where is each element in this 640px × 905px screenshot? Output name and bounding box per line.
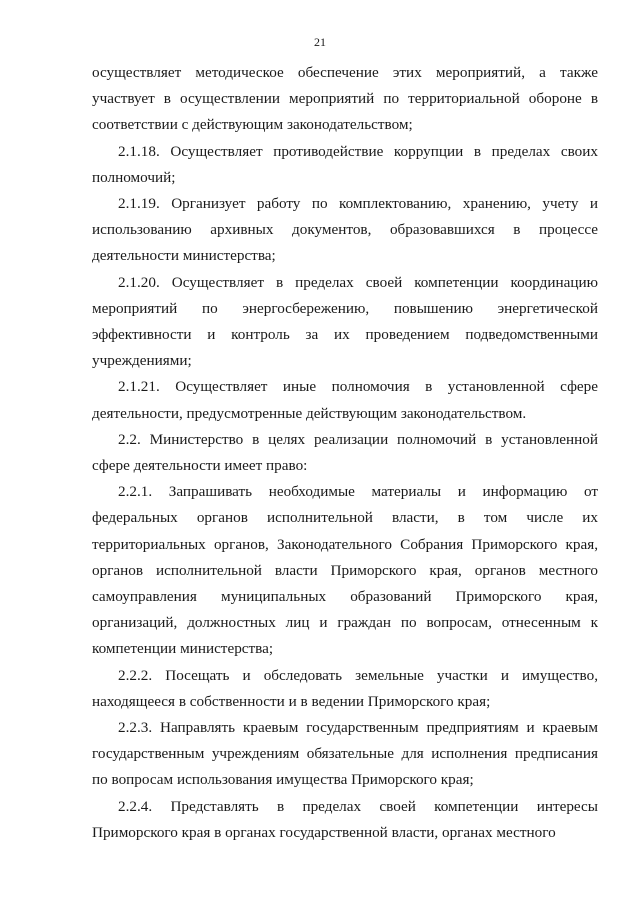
paragraph-2-1-18: 2.1.18. Осуществляет противодействие коррупции в пределах своих полномочий; [92,142,598,186]
paragraph-2-2-1: 2.2.1. Запрашивать необходимые материалы и информацию от федеральных органов исполнительной власти, в том числе их территориальных органов, Законодательного Собрания Приморского края, органов исполнительной власти Приморского края, органов местного самоуправления муниципальных образований Приморского края, организаций, должностных лиц и граждан по вопросам, отнесенным к компетенции министерства; [92,483,598,658]
page-number: 21 [314,35,326,49]
paragraph-2-2: 2.2. Министерство в целях реализации полномочий в установленной сфере деятельности имеет право: [92,430,598,475]
paragraph-2-1-21: 2.1.21. Осуществляет иные полномочия в установленной сфере деятельности, предусмотренные действующим законодательством. [92,378,598,422]
paragraph-2-2-2: 2.2.2. Посещать и обследовать земельные участки и имущество, находящееся в собственности и в ведении Приморского края; [92,666,598,710]
paragraph-continuation: осуществляет методическое обеспечение этих мероприятий, а также участвует в осуществлении мероприятий по территориальной обороне в соответствии с действующим законодательством; [92,64,598,134]
paragraph-2-1-20: 2.1.20. Осуществляет в пределах своей компетенции координацию мероприятий по энергосбережению, повышению энергетической эффективности и контроль за их проведением подведомственными учреждениями; [92,273,598,370]
document-body [92,60,598,846]
paragraph-2-1-19: 2.1.19. Организует работу по комплектованию, хранению, учету и использованию архивных документов, образовавшихся в процессе деятельности министерства; [92,195,598,265]
paragraph-2-2-4: 2.2.4. Представлять в пределах своей компетенции интересы Приморского края в органах государственной власти, органах местного [92,797,598,841]
paragraph-2-2-3: 2.2.3. Направлять краевым государственным предприятиям и краевым государственным учреждениям обязательные для исполнения предписания по вопросам использования имущества Приморского края; [92,719,598,789]
